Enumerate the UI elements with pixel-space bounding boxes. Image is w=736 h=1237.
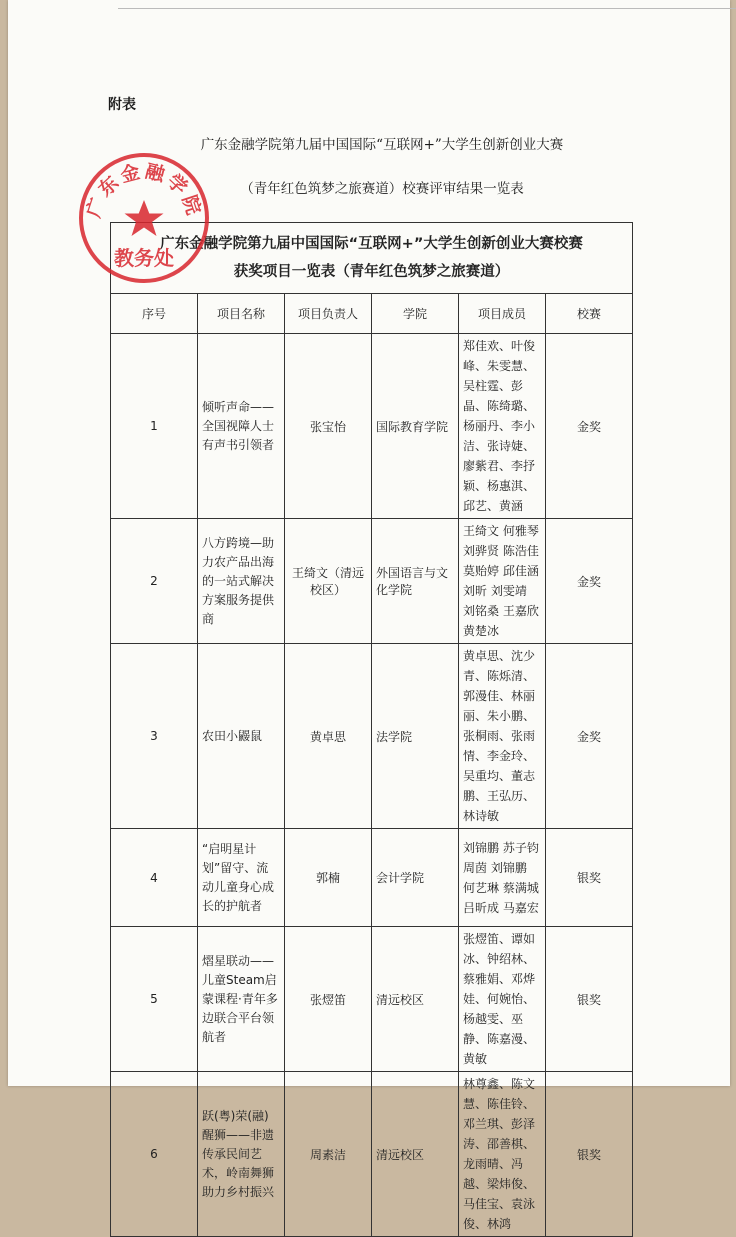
row-members: 刘锦鹏 苏子钧 周茵 刘锦鹏 何艺琳 蔡满城 吕昕成 马嘉宏 xyxy=(459,829,546,927)
row-no: 2 xyxy=(111,519,198,644)
table-row xyxy=(111,644,633,829)
row-college: 会计学院 xyxy=(372,829,459,927)
row-award: 银奖 xyxy=(546,829,633,927)
document-title-line-2: （青年红色筑梦之旅赛道）校赛评审结果一览表 xyxy=(240,181,524,197)
row-award: 金奖 xyxy=(546,519,633,644)
row-members: 黄卓思、沈少青、陈烁清、郭漫佳、林丽丽、朱小鹏、张桐雨、张雨情、李金玲、吴重均、董志鹏、王弘历、林诗敏 xyxy=(459,644,546,829)
row-lead: 张熤笛 xyxy=(285,927,372,1072)
row-name: 跃(粤)荣(融)醒狮——非遗传承民间艺术，岭南舞狮助力乡村振兴 xyxy=(198,1072,285,1237)
row-no: 3 xyxy=(111,644,198,829)
row-members: 张熤笛、谭如冰、钟绍林、蔡雅娟、邓烨娃、何婉怡、杨越雯、巫静、陈嘉漫、黄敏 xyxy=(459,927,546,1072)
row-lead: 黄卓思 xyxy=(285,644,372,829)
row-members: 郑佳欢、叶俊峰、朱雯慧、吴柱霆、彭晶、陈绮璐、杨丽丹、李小洁、张诗婕、廖紫君、李抒颖、杨惠淇、邱艺、黄涵 xyxy=(459,334,546,519)
table-row xyxy=(111,519,633,644)
row-name: “启明星计划”留守、流动儿童身心成长的护航者 xyxy=(198,829,285,927)
row-college: 清远校区 xyxy=(372,927,459,1072)
row-members: 王绮文 何雅琴 刘骅贤 陈浩佳 莫贻婷 邱佳涵 刘昕 刘雯靖 刘铭桑 王嘉欣 黄楚冰 xyxy=(459,519,546,644)
row-award: 金奖 xyxy=(546,644,633,829)
row-college: 外国语言与文化学院 xyxy=(372,519,459,644)
header-name: 项目名称 xyxy=(198,294,285,334)
header-college: 学院 xyxy=(372,294,459,334)
row-no: 4 xyxy=(111,829,198,927)
row-college: 法学院 xyxy=(372,644,459,829)
header-row xyxy=(111,294,633,334)
row-name: 倾听声命——全国视障人士有声书引领者 xyxy=(198,334,285,519)
document-title-line-1: 广东金融学院第九届中国国际“互联网+”大学生创新创业大赛 xyxy=(200,137,564,153)
row-no: 5 xyxy=(111,927,198,1072)
header-no: 序号 xyxy=(111,294,198,334)
row-lead: 周素洁 xyxy=(285,1072,372,1237)
seal-text-bottom: 教务处 xyxy=(114,246,174,270)
row-members: 林尊鑫、陈文慧、陈佳铃、邓兰琪、彭泽涛、邵善棋、龙雨晴、冯越、梁炜俊、马佳宝、袁泳俊、林鸿 xyxy=(459,1072,546,1237)
official-seal xyxy=(76,150,212,286)
row-college: 国际教育学院 xyxy=(372,334,459,519)
top-rule xyxy=(118,8,736,9)
table-row xyxy=(111,1072,633,1237)
row-award: 金奖 xyxy=(546,334,633,519)
table-caption-line-2: 获奖项目一览表（青年红色筑梦之旅赛道） xyxy=(233,264,510,280)
seal-text-top: 广东金融学院 xyxy=(82,160,206,221)
table-caption-line-1: 广东金融学院第九届中国国际“互联网+”大学生创新创业大赛校赛 xyxy=(160,236,583,252)
table-row xyxy=(111,829,633,927)
row-name: 八方跨境—助力农产品出海的一站式解决方案服务提供商 xyxy=(198,519,285,644)
row-lead: 郭楠 xyxy=(285,829,372,927)
table-row xyxy=(111,927,633,1072)
table-row xyxy=(111,334,633,519)
header-members: 项目成员 xyxy=(459,294,546,334)
header-lead: 项目负责人 xyxy=(285,294,372,334)
row-lead: 王绮文（清远校区） xyxy=(285,519,372,644)
results-table xyxy=(110,222,633,1237)
row-college: 清远校区 xyxy=(372,1072,459,1237)
row-award: 银奖 xyxy=(546,1072,633,1237)
row-name: 农田小鼹鼠 xyxy=(198,644,285,829)
annex-label: 附表 xyxy=(108,97,136,113)
row-no: 6 xyxy=(111,1072,198,1237)
row-name: 熠星联动——儿童Steam启蒙课程·青年多边联合平台领航者 xyxy=(198,927,285,1072)
row-award: 银奖 xyxy=(546,927,633,1072)
row-no: 1 xyxy=(111,334,198,519)
header-award: 校赛 xyxy=(546,294,633,334)
seal-star-icon xyxy=(125,200,164,236)
row-lead: 张宝怡 xyxy=(285,334,372,519)
